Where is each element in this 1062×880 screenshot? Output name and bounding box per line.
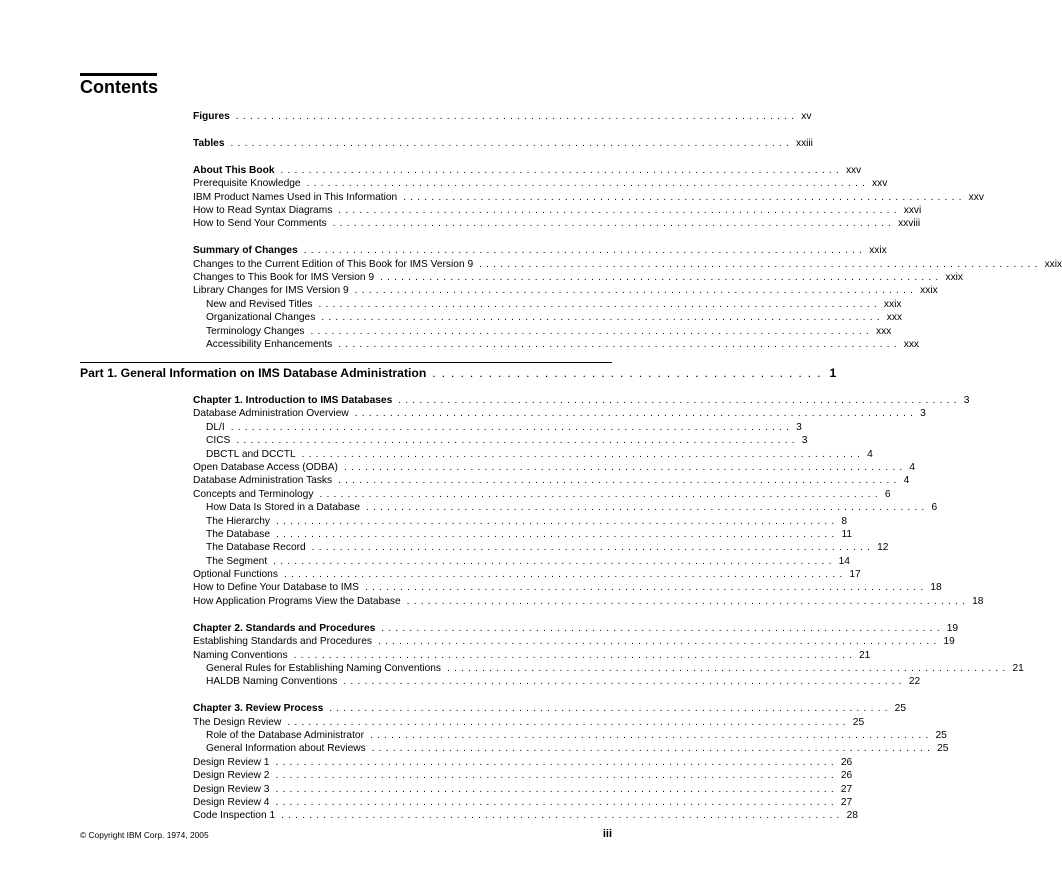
- toc-front-matter: [193, 110, 1062, 351]
- toc-entry-label: Figures: [193, 111, 230, 122]
- toc-entry[interactable]: [193, 501, 938, 514]
- leader-dots: ................................................................................: [311, 542, 875, 554]
- toc-entry-page: xv: [801, 111, 812, 122]
- toc-entry[interactable]: [193, 675, 921, 688]
- toc-entry-page: 21: [1012, 662, 1024, 674]
- toc-entry-page: 25: [935, 729, 947, 741]
- toc-part-entry[interactable]: [80, 365, 837, 381]
- toc-entry-page: xxix: [1044, 258, 1062, 270]
- leader-dots: ................................................................................: [306, 178, 870, 190]
- leader-dots: ................................................................................: [230, 137, 793, 149]
- toc-entry-page: xxviii: [898, 218, 921, 230]
- toc-entry[interactable]: [193, 448, 873, 461]
- toc-entry-label: Design Review 4: [193, 796, 270, 808]
- leader-dots: ................................................................................: [287, 716, 850, 728]
- leader-dots: ................................................................................: [371, 743, 935, 755]
- leader-dots: ................................................................................: [318, 298, 881, 310]
- toc-entry-page: 3: [801, 435, 808, 447]
- page-title: Contents: [80, 77, 158, 97]
- leader-dots: ................................................................................: [283, 569, 847, 581]
- leader-dots: ................................................................................: [275, 515, 839, 527]
- leader-dots: ................................................................................: [403, 191, 966, 203]
- toc-entry-page: 28: [846, 810, 858, 822]
- leader-dots: ................................................................................: [354, 285, 918, 297]
- toc-entry-label: General Rules for Establishing Naming Conventions: [206, 662, 441, 674]
- toc-entry-label: IBM Product Names Used in This Information: [193, 191, 398, 203]
- toc-entry[interactable]: [193, 742, 949, 755]
- leader-dots: ................................................................................: [275, 783, 838, 795]
- toc-entry-page: 8: [841, 515, 848, 527]
- leader-dots: ................................................................................: [319, 488, 882, 500]
- toc-entry-label: General Information about Reviews: [206, 743, 366, 755]
- toc-entry[interactable]: [193, 258, 1062, 271]
- toc-entry-label: New and Revised Titles: [206, 298, 313, 310]
- toc-entry-label: Accessibility Enhancements: [206, 338, 333, 350]
- leader-dots: ................................................................................: [343, 676, 906, 688]
- leader-dots: ................................................................................: [338, 338, 901, 350]
- leader-dots: ................................................................................: [447, 662, 1010, 674]
- leader-dots: ................................................................................: [380, 272, 943, 284]
- toc-entry-page: 25: [852, 716, 865, 728]
- leader-dots: ................................................................................: [276, 528, 839, 540]
- toc-entry[interactable]: [193, 271, 964, 284]
- toc-entry-page: xxix: [869, 245, 887, 257]
- toc-entry[interactable]: [193, 394, 970, 407]
- toc-entry[interactable]: [193, 204, 922, 217]
- toc-entry-page: 17: [849, 569, 861, 581]
- leader-dots: ................................................................................: [329, 703, 892, 715]
- leader-dots: ................................................................................: [310, 325, 873, 337]
- toc-entry[interactable]: [193, 702, 907, 715]
- part-label: Part 1. General Information on IMS Database Administration: [80, 366, 427, 380]
- toc-entry-page: 14: [838, 555, 850, 567]
- toc-entry-label: Library Changes for IMS Version 9: [193, 285, 349, 297]
- leader-dots: ................................................................................: [343, 461, 907, 473]
- toc-entry-label: Terminology Changes: [206, 325, 305, 337]
- toc-entry[interactable]: [193, 474, 910, 487]
- toc-entry-label: Concepts and Terminology: [193, 488, 314, 500]
- toc-entry-page: 4: [903, 475, 910, 487]
- toc-entry-page: xxv: [872, 178, 888, 190]
- leader-dots: ................................................................................: [230, 421, 794, 433]
- leader-dots: ................................................................................: [479, 258, 1042, 270]
- leader-dots: ................................................................................: [364, 582, 928, 594]
- toc-entry-label: HALDB Naming Conventions: [206, 676, 338, 688]
- leader-dots: ................................................................................: [235, 111, 799, 122]
- leader-dots: ................................................................................: [275, 796, 838, 808]
- toc-entry-page: 26: [840, 756, 853, 768]
- toc-entry-page: xxx: [903, 338, 919, 350]
- toc-entry[interactable]: [193, 177, 888, 190]
- toc-entry-page: 4: [867, 448, 873, 460]
- toc-entry-page: 3: [920, 408, 926, 420]
- toc-entry[interactable]: [193, 595, 984, 608]
- leader-dots: ................................................................................: [321, 312, 884, 324]
- toc-entry[interactable]: [193, 756, 853, 769]
- toc-entry[interactable]: [193, 635, 955, 648]
- leader-dots: ................................................................................: [338, 475, 901, 487]
- toc-entry-label: Design Review 3: [193, 783, 270, 795]
- leader-dots: ................................................................................: [273, 555, 836, 567]
- toc-entry-page: 27: [840, 783, 853, 795]
- toc-entry-page: 25: [937, 743, 949, 755]
- toc-entry[interactable]: [193, 796, 853, 809]
- toc-entry[interactable]: [193, 716, 865, 729]
- toc-entry[interactable]: [193, 325, 892, 338]
- toc-entry-label: DBCTL and DCCTL: [206, 448, 296, 460]
- toc-entry-page: 4: [909, 461, 916, 473]
- toc-entry-label: How Data Is Stored in a Database: [206, 502, 361, 514]
- leader-dots: ................................................................................: [293, 649, 857, 661]
- toc-entry[interactable]: [193, 434, 808, 447]
- toc-entry[interactable]: [193, 244, 887, 257]
- leader-dots: ................................................................................: [366, 502, 929, 514]
- footer-copyright: © Copyright IBM Corp. 1974, 2005: [80, 830, 209, 840]
- toc-entry-label: The Design Review: [193, 716, 282, 728]
- toc-entry-page: 3: [796, 421, 802, 433]
- toc-entry-label: Establishing Standards and Procedures: [193, 636, 372, 648]
- toc-entry[interactable]: [193, 137, 813, 150]
- leader-dots: ................................................................................: [332, 218, 896, 230]
- toc-entry-page: 25: [894, 703, 907, 715]
- toc-entry-label: Role of the Database Administrator: [206, 729, 364, 741]
- toc-entry-page: 18: [930, 582, 942, 594]
- toc-entry-label: Chapter 2. Standards and Procedures: [193, 622, 376, 634]
- toc-entry[interactable]: [193, 488, 891, 501]
- toc-entry-page: 26: [840, 770, 853, 782]
- toc-entry[interactable]: [193, 311, 903, 324]
- toc-entry[interactable]: [193, 515, 848, 528]
- toc-entry-label: Tables: [193, 137, 225, 149]
- toc-entry-label: Design Review 2: [193, 770, 270, 782]
- toc-entry[interactable]: [193, 421, 802, 434]
- leader-dots: ................................................................................: [275, 756, 838, 768]
- toc-entry-label: Changes to This Book for IMS Version 9: [193, 272, 375, 284]
- toc-entry-label: The Hierarchy: [206, 515, 270, 527]
- toc-entry-page: xxv: [968, 191, 984, 203]
- leader-dots: ................................................................................: [338, 204, 901, 216]
- toc-entry[interactable]: [193, 191, 984, 204]
- toc-entry[interactable]: [193, 729, 947, 742]
- toc-entry[interactable]: [193, 164, 862, 177]
- toc-entry[interactable]: [193, 528, 853, 541]
- toc-entry-label: Prerequisite Knowledge: [193, 178, 301, 190]
- leader-dots: ..........................................: [432, 366, 827, 380]
- toc-entry[interactable]: [193, 568, 861, 581]
- toc-entry-label: Optional Functions: [193, 569, 278, 581]
- toc-entry-label: Chapter 3. Review Process: [193, 703, 324, 715]
- toc-entry-page: xxx: [886, 312, 903, 324]
- toc-entry-label: Database Administration Overview: [193, 408, 349, 420]
- toc-entry-label: The Segment: [206, 555, 268, 567]
- toc-entry-page: 3: [963, 395, 970, 406]
- leader-dots: ................................................................................: [381, 622, 944, 634]
- leader-dots: ................................................................................: [398, 395, 961, 406]
- toc-entry[interactable]: [193, 662, 1024, 675]
- toc-entry[interactable]: [193, 622, 959, 635]
- toc-entry[interactable]: [193, 461, 916, 474]
- toc-entry[interactable]: [193, 649, 871, 662]
- toc-entry-label: Summary of Changes: [193, 245, 298, 257]
- toc-entry-label: Code Inspection 1: [193, 810, 276, 822]
- toc-entry-label: Organizational Changes: [206, 312, 316, 324]
- toc-entry[interactable]: [193, 407, 926, 420]
- toc-entry-page: xxiii: [795, 137, 813, 149]
- toc-entry-page: xxv: [845, 164, 862, 176]
- toc-entry[interactable]: [193, 284, 938, 297]
- toc-entry-label: The Database: [206, 528, 270, 540]
- toc-entry[interactable]: [193, 555, 850, 568]
- toc-entry-label: Naming Conventions: [193, 649, 288, 661]
- part-page: 1: [829, 366, 837, 380]
- title-rule: [80, 73, 157, 76]
- toc-entry-label: DL/I: [206, 421, 225, 433]
- leader-dots: ................................................................................: [354, 408, 918, 420]
- leader-dots: ................................................................................: [281, 810, 844, 822]
- toc-entry-page: 19: [943, 636, 955, 648]
- toc-entry[interactable]: [193, 110, 812, 123]
- toc-entry[interactable]: [193, 809, 858, 822]
- toc-entry-page: 12: [877, 542, 889, 554]
- toc-entry-page: 11: [841, 528, 853, 540]
- leader-dots: ................................................................................: [280, 164, 843, 176]
- toc-entry-label: CICS: [206, 435, 231, 447]
- toc-entry-label: Database Administration Tasks: [193, 475, 333, 487]
- part-rule: [80, 362, 612, 363]
- toc-entry-label: Open Database Access (ODBA): [193, 461, 338, 473]
- footer-page-number: iii: [602, 828, 612, 840]
- toc-entry-label: The Database Record: [206, 542, 306, 554]
- toc-entry-label: Chapter 1. Introduction to IMS Databases: [193, 395, 393, 406]
- toc-entry-label: How to Read Syntax Diagrams: [193, 204, 333, 216]
- toc-entry[interactable]: [193, 217, 921, 230]
- toc-entry-label: Design Review 1: [193, 756, 270, 768]
- leader-dots: ................................................................................: [236, 435, 799, 447]
- toc-entry-label: How to Send Your Comments: [193, 218, 327, 230]
- toc-entry-page: 22: [908, 676, 921, 688]
- toc-entry-page: 21: [859, 649, 871, 661]
- toc-entry[interactable]: [193, 581, 942, 594]
- toc-entry-page: 19: [946, 622, 959, 634]
- leader-dots: ................................................................................: [370, 729, 933, 741]
- toc-entry-label: About This Book: [193, 164, 275, 176]
- toc-entry-page: xxix: [883, 298, 902, 310]
- toc-entry-page: xxix: [945, 272, 964, 284]
- leader-dots: ................................................................................: [406, 595, 970, 607]
- toc-entry-label: Changes to the Current Edition of This Book for IMS Version 9: [193, 258, 474, 270]
- toc-entry-page: 6: [884, 488, 891, 500]
- leader-dots: ................................................................................: [377, 636, 941, 648]
- toc-entry[interactable]: [193, 338, 919, 351]
- toc-entry-label: How to Define Your Database to IMS: [193, 582, 359, 594]
- toc-entry-page: 18: [972, 595, 984, 607]
- toc-entry-page: 6: [931, 502, 938, 514]
- toc-entry[interactable]: [193, 541, 889, 554]
- toc-entry[interactable]: [193, 783, 853, 796]
- toc-entry-page: xxvi: [903, 204, 922, 216]
- toc-entry-page: xxix: [920, 285, 938, 297]
- leader-dots: ................................................................................: [303, 245, 867, 257]
- toc-entry-label: How Application Programs View the Database: [193, 595, 401, 607]
- toc-entry[interactable]: [193, 769, 853, 782]
- leader-dots: ................................................................................: [275, 770, 838, 782]
- toc-entry[interactable]: [193, 298, 902, 311]
- toc-chapters: [193, 394, 1024, 823]
- toc-entry-page: 27: [840, 796, 853, 808]
- toc-entry-page: xxx: [875, 325, 892, 337]
- leader-dots: ................................................................................: [301, 448, 865, 460]
